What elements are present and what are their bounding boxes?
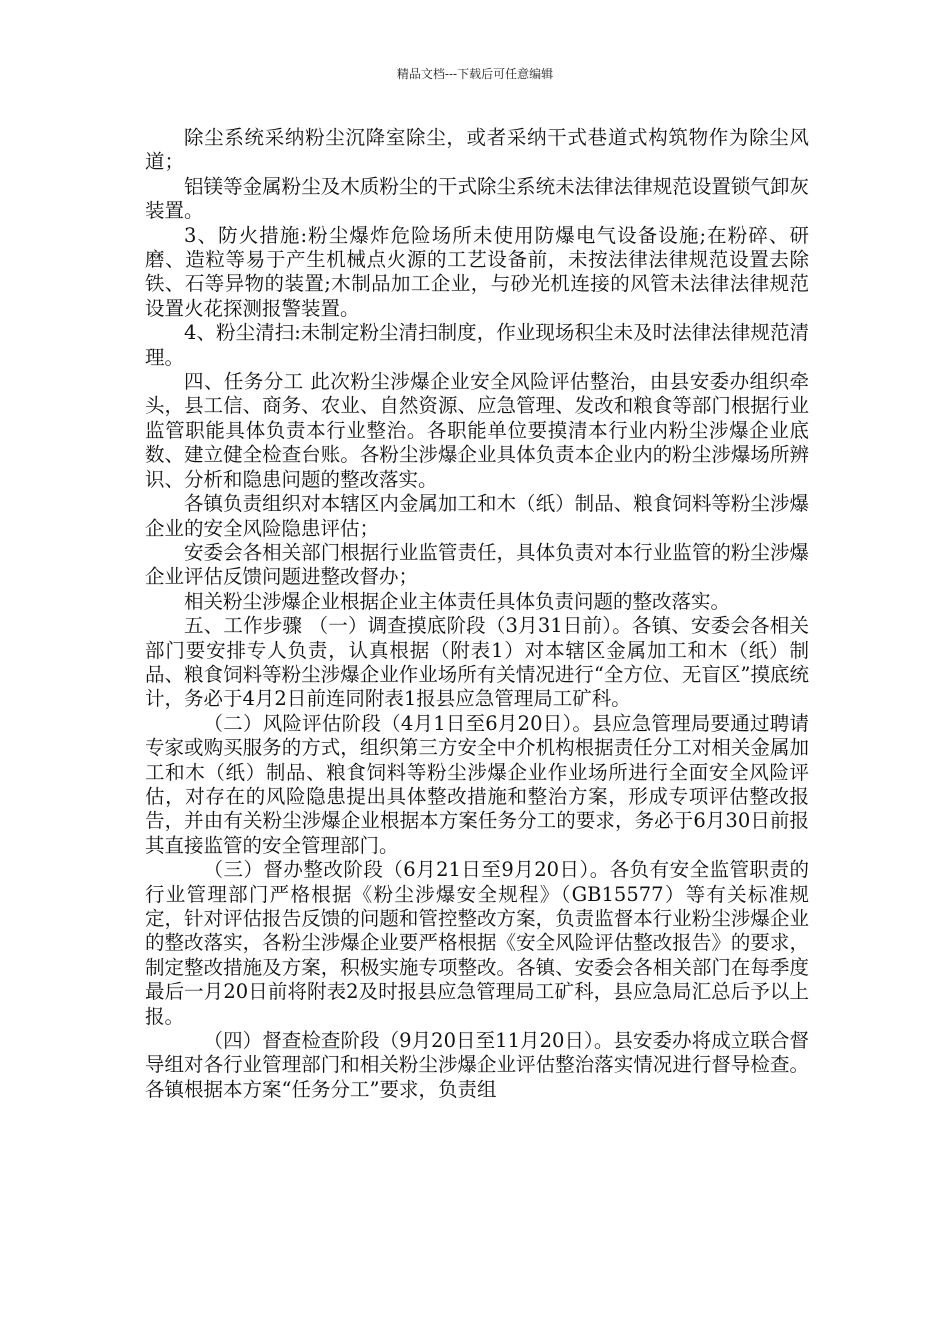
page-header: 精品文档---下载后可任意编辑 — [396, 67, 554, 81]
paragraph: 3、防火措施:粉尘爆炸危险场所未使用防爆电气设备设施;在粉碎、研磨、造粒等易于产生机械点火源的工艺设备前，未按法律法律规范设置去除铁、石等异物的装置;木制品加工企业，与砂光机连接的风管未法律法律规范设置火花探测报警装置。 — [145, 223, 809, 320]
paragraph: 安委会各相关部门根据行业监管责任，具体负责对本行业监管的粉尘涉爆企业评估反馈问题进整改督办； — [145, 540, 809, 589]
paragraph: （三）督办整改阶段（6月21日至9月20日）。各负有安全监管职责的行业管理部门严格根据《粉尘涉爆安全规程》（GB15577）等有关标准规定，针对评估报告反馈的问题和管控整改方案，负责监督本行业粉尘涉爆企业的整改落实，各粉尘涉爆企业要严格根据《安全风险评估整改报告》的要求，制定整改措施及方案，积极实施专项整改。各镇、安委会各相关部门在每季度最后一月20日前将附表2及时报县应急管理局工矿科，县应急局汇总后予以上报。 — [145, 858, 809, 1028]
paragraph: 四、任务分工 此次粉尘涉爆企业安全风险评估整治，由县安委办组织牵头，县工信、商务、农业、自然资源、应急管理、发改和粮食等部门根据行业监管职能具体负责本行业整治。各职能单位要摸清本行业内粉尘涉爆企业底数、建立健全检查台账。各粉尘涉爆企业具体负责本企业内的粉尘涉爆场所辨识、分析和隐患问题的整改落实。 — [145, 370, 809, 491]
paragraph: 4、粉尘清扫:未制定粉尘清扫制度，作业现场积尘未及时法律法律规范清理。 — [145, 321, 809, 369]
paragraph: 除尘系统采纳粉尘沉降室除尘，或者采纳干式巷道式构筑物作为除尘风道； — [145, 126, 809, 174]
paragraph: 铝镁等金属粉尘及木质粉尘的干式除尘系统未法律法律规范设置锁气卸灰装置。 — [145, 174, 809, 223]
paragraph: （二）风险评估阶段（4月1日至6月20日）。县应急管理局要通过聘请专家或购买服务的方式，组织第三方安全中介机构根据责任分工对相关金属加工和木（纸）制品、粮食饲料等粉尘涉爆企业作业场所进行全面安全风险评估，对存在的风险隐患提出具体整改措施和整治方案，形成专项评估整改报告，并由有关粉尘涉爆企业根据本方案任务分工的要求，务必于6月30日前报其直接监管的安全管理部门。 — [145, 711, 809, 857]
paragraph: 相关粉尘涉爆企业根据企业主体责任具体负责问题的整改落实。 — [184, 589, 731, 613]
paragraph: 各镇负责组织对本辖区内金属加工和木（纸）制品、粮食饲料等粉尘涉爆企业的安全风险隐患评估； — [145, 492, 809, 540]
paragraph: 五、工作步骤 （一）调查摸底阶段（3月31日前）。各镇、安委会各相关部门要安排专人负责，认真根据（附表1）对本辖区金属加工和木（纸）制品、粮食饲料等粉尘涉爆企业作业场所有关情况进行“全方位、无盲区”摸底统计，务必于4月2日前连同附表1报县应急管理局工矿科。 — [145, 614, 809, 711]
paragraph: （四）督查检查阶段（9月20日至11月20日）。县安委办将成立联合督导组对各行业管理部门和相关粉尘涉爆企业评估整治落实情况进行督导检查。各镇根据本方案“任务分工”要求，负责组 — [145, 1029, 809, 1101]
document-body — [145, 126, 809, 1102]
